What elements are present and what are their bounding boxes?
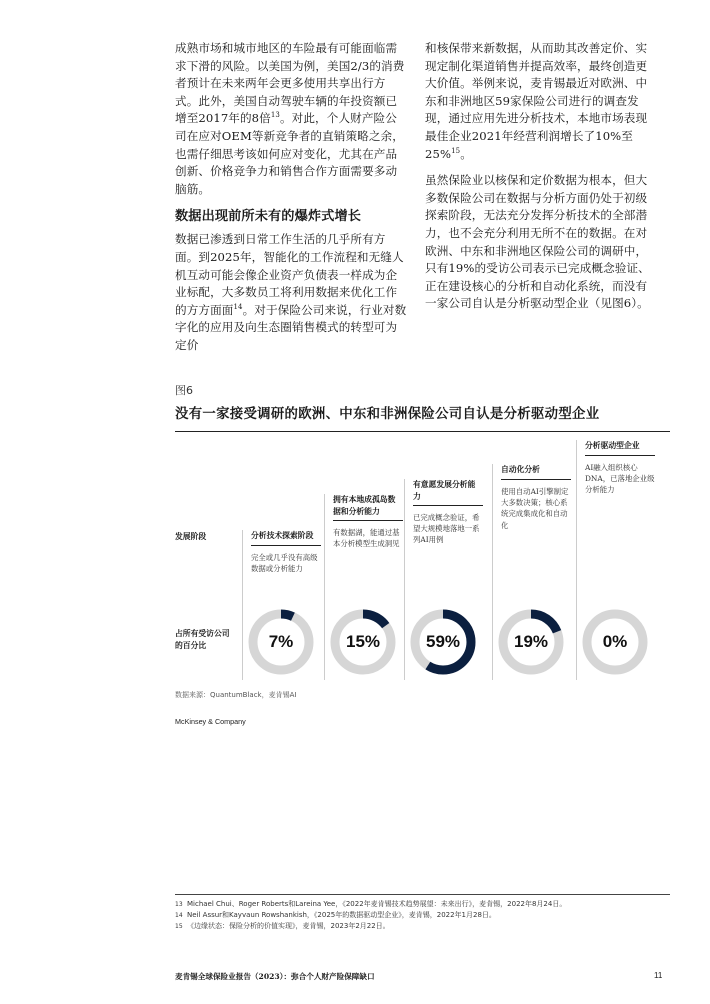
paragraph: 虽然保险业以核保和定价数据为根本，但大多数保险公司在数据与分析方面仍处于初级探索阶段，无法充分发挥分析技术的全部潜力，也不会充分利用无所不在的数据。在对欧洲、中东和非洲地区保险公司的调研中，只有19%的受访公司表示已完成概念验证、正在建设核心的分析和自动化系统，而没有一家公司自认是分析驱动型企业（见图6）。 xyxy=(425,173,650,311)
stage-heading: 拥有本地成孤岛数据和分析能力 xyxy=(333,494,403,517)
stage-heading: 分析驱动型企业 xyxy=(585,440,655,452)
footnote: 13 Michael Chui、Roger Roberts和Lareina Yee，《2022年麦肯锡技术趋势展望：未来出行》，麦肯锡，2022年8月24日。 xyxy=(175,900,567,908)
title-divider xyxy=(175,431,670,432)
source-note: 数据来源：QuantumBlack，麦肯锡AI xyxy=(175,691,297,699)
footnote-divider xyxy=(175,894,670,895)
share-donut xyxy=(408,607,478,677)
stage-description: 完全或几乎没有高级数据或分析能力 xyxy=(251,553,318,574)
section-heading: 数据出现前所未有的爆炸式增长 xyxy=(175,209,362,225)
figure-label: 图6 xyxy=(175,384,193,397)
row-label-share: 占所有受访公司的百分比 xyxy=(175,629,230,650)
donut-value: 15% xyxy=(345,632,381,651)
footnote: 15 《边缘状态：保险分析的价值实现》，麦肯锡，2023年2月22日。 xyxy=(175,922,390,930)
share-donut xyxy=(328,607,398,677)
footnotes xyxy=(175,899,566,932)
donut-value: 0% xyxy=(602,632,628,651)
share-donut xyxy=(496,607,566,677)
paragraph: 数据已渗透到日常工作生活的几乎所有方面。到2025年，智能化的工作流程和无缝人机互动可能会像企业资产负债表一样成为企业标配，大多数员工将利用数据来优化工作的方方面面$^{14}$。对于保险公司来说，行业对数字化的应用及向生态圈销售模式的转型可为定价 xyxy=(175,232,407,352)
stage-description: 已完成概念验证，希望大规模地落地一系列AI用例 xyxy=(413,513,480,545)
donut-value: 7% xyxy=(268,632,294,651)
brand-logo: McKinsey & Company xyxy=(175,717,246,726)
stage-heading: 有意愿发展分析能力 xyxy=(413,479,483,502)
right-text-column xyxy=(425,40,657,322)
stage-heading: 分析技术探索阶段 xyxy=(251,530,321,542)
paragraph: 成熟市场和城市地区的车险最有可能面临需求下滑的风险。以美国为例，美国2/3的消费者预计在未来两年会更多使用共享出行方式。此外，美国自动驾驶车辆的年投资额已增至2017年的8倍$^{13}$。对此，个人财产险公司在应对OEM等新竞争者的直销策略之余，也需仔细思考该如何应对变化，尤其在产品创新、价格竞争力和销售合作方面需要多动脑筋。 xyxy=(175,41,405,196)
footer-title: 麦肯锡全球保险业报告（2023）：弥合个人财产险保障缺口 xyxy=(175,972,375,981)
stage-description: 使用自动AI引擎制定大多数决策；核心系统完成集成化和自动化 xyxy=(501,487,569,530)
donut-value: 19% xyxy=(513,632,549,651)
donut-value: 59% xyxy=(425,632,461,651)
page-number: 11 xyxy=(654,971,663,980)
stage-heading: 自动化分析 xyxy=(501,464,571,476)
share-donut xyxy=(246,607,316,677)
share-donut xyxy=(580,607,650,677)
row-label-stage: 发展阶段 xyxy=(175,532,207,541)
left-text-column xyxy=(175,40,407,364)
footnote: 14 Neil Assur和Kayvaun Rowshankish，《2025年的数据驱动型企业》，麦肯锡，2022年1月28日。 xyxy=(175,911,496,919)
paragraph: 和核保带来新数据，从而助其改善定价、实现定制化渠道销售并提高效率，最终创造更大价值。举例来说，麦肯锡最近对欧洲、中东和非洲地区59家保险公司进行的调查发现，通过应用先进分析技术，本地市场表现最佳企业2021年经营利润增长了10%至25%$^{15}$。 xyxy=(425,41,648,161)
figure-title: 没有一家接受调研的欧洲、中东和非洲保险公司自认是分析驱动型企业 xyxy=(175,406,600,422)
stage-description: AI融入组织核心DNA，已落地企业级分析能力 xyxy=(585,463,655,495)
stage-description: 有数据湖，能通过基本分析模型生成洞见 xyxy=(333,528,400,549)
